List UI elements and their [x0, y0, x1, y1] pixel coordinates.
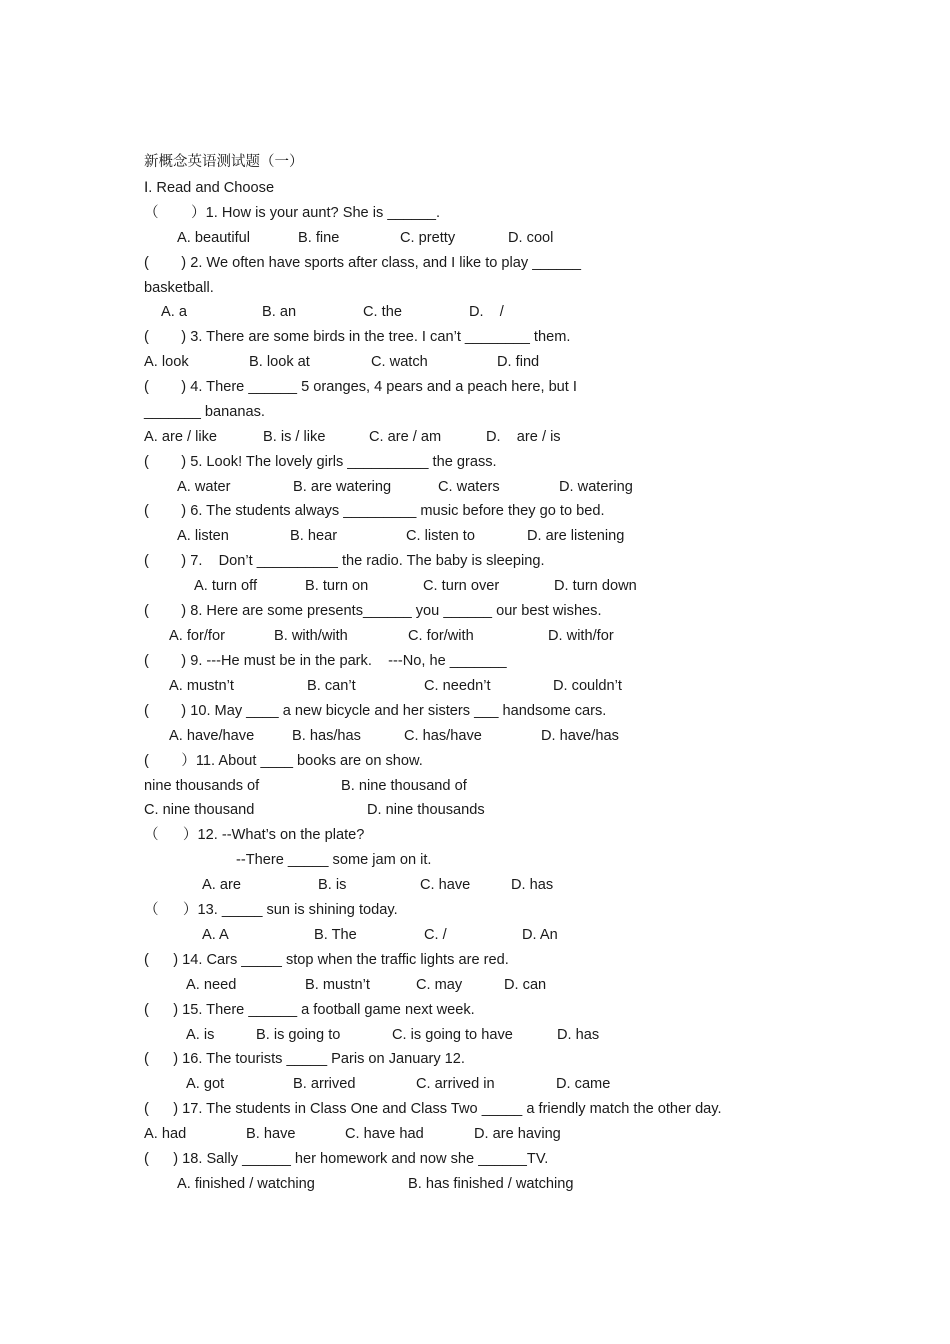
option: D. turn down — [554, 578, 637, 594]
option: D. with/for — [548, 628, 614, 644]
option: C. turn over — [423, 578, 500, 594]
question-12: （ ）12. --What’s on the plate? — [144, 827, 365, 843]
option: B. turn on — [305, 578, 369, 594]
question-8: ( ) 8. Here are some presents______ you ______ our best wishes. — [144, 603, 602, 619]
option: C. listen to — [406, 528, 475, 544]
question-2-cont: basketball. — [144, 280, 214, 296]
option: A. finished / watching — [177, 1176, 315, 1192]
question-12-cont: --There _____ some jam on it. — [236, 852, 432, 868]
option: A. for/for — [169, 628, 225, 644]
question-7: ( ) 7. Don’t __________ the radio. The baby is sleeping. — [144, 553, 545, 569]
option: A. a — [161, 304, 187, 320]
question-4: ( ) 4. There ______ 5 oranges, 4 pears and a peach here, but I — [144, 379, 577, 395]
option: C. watch — [371, 354, 428, 370]
option: B. with/with — [274, 628, 348, 644]
option: A. have/have — [169, 728, 255, 744]
option: D. couldn’t — [553, 678, 622, 694]
option: D. are / is — [486, 429, 561, 445]
option: B. arrived — [293, 1076, 356, 1092]
question-15: ( ) 15. There ______ a football game next week. — [144, 1002, 475, 1018]
option: B. look at — [249, 354, 310, 370]
option: B. has finished / watching — [408, 1176, 574, 1192]
option: D. watering — [559, 479, 633, 495]
question-13: （ ）13. _____ sun is shining today. — [144, 902, 398, 918]
option: D. are listening — [527, 528, 625, 544]
option: C. nine thousand — [144, 802, 255, 818]
section-heading: Ⅰ. Read and Choose — [144, 180, 275, 196]
option: D. cool — [508, 230, 554, 246]
option: B. nine thousand of — [341, 778, 467, 794]
question-17: ( ) 17. The students in Class One and Class Two _____ a friendly match the other day. — [144, 1101, 722, 1117]
option: B. The — [314, 927, 357, 943]
option: C. / — [424, 927, 447, 943]
option: D. can — [504, 977, 547, 993]
option: C. for/with — [408, 628, 474, 644]
option: D. An — [522, 927, 558, 943]
option: A. look — [144, 354, 189, 370]
option: D. has — [511, 877, 554, 893]
option: C. have had — [345, 1126, 424, 1142]
question-16: ( ) 16. The tourists _____ Paris on January 12. — [144, 1051, 465, 1067]
option: B. mustn’t — [305, 977, 370, 993]
option: B. can’t — [307, 678, 356, 694]
option: D. came — [556, 1076, 611, 1092]
option: D. has — [557, 1027, 600, 1043]
question-2: ( ) 2. We often have sports after class, and I like to play ______ — [144, 255, 581, 271]
question-14: ( ) 14. Cars _____ stop when the traffic lights are red. — [144, 952, 509, 968]
option: A. A — [202, 927, 229, 943]
option: B. is — [318, 877, 347, 893]
option: B. have — [246, 1126, 296, 1142]
option: A. mustn’t — [169, 678, 234, 694]
question-3: ( ) 3. There are some birds in the tree. I can’t ________ them. — [144, 329, 571, 345]
option: D. are having — [474, 1126, 561, 1142]
option: B. has/has — [292, 728, 361, 744]
option: D. have/has — [541, 728, 619, 744]
option: A. beautiful — [177, 230, 251, 246]
option: C. waters — [438, 479, 500, 495]
option: C. is going to have — [392, 1027, 513, 1043]
option: D. / — [469, 304, 504, 320]
option: A. turn off — [194, 578, 258, 594]
option: D. find — [497, 354, 540, 370]
option: B. an — [262, 304, 297, 320]
question-1: （ ）1. How is your aunt? She is ______. — [144, 205, 441, 221]
option: C. needn’t — [424, 678, 491, 694]
question-11: ( ）11. About ____ books are on show. — [144, 753, 423, 769]
option: A. got — [186, 1076, 225, 1092]
option: C. have — [420, 877, 471, 893]
option: C. has/have — [404, 728, 482, 744]
option: B. is going to — [256, 1027, 341, 1043]
page-title: 新概念英语测试题（一） — [144, 154, 304, 170]
option: C. pretty — [400, 230, 456, 246]
option: A. are — [202, 877, 241, 893]
option: A. water — [177, 479, 231, 495]
option: A. are / like — [144, 429, 217, 445]
option: nine thousands of — [144, 778, 260, 794]
option: B. hear — [290, 528, 338, 544]
option: A. had — [144, 1126, 187, 1142]
question-9: ( ) 9. ---He must be in the park. ---No, he _______ — [144, 653, 507, 669]
option: D. nine thousands — [367, 802, 485, 818]
option: B. are watering — [293, 479, 392, 495]
option: A. is — [186, 1027, 215, 1043]
question-5: ( ) 5. Look! The lovely girls __________ the grass. — [144, 454, 497, 470]
option: C. are / am — [369, 429, 442, 445]
option: C. the — [363, 304, 402, 320]
option: B. fine — [298, 230, 340, 246]
option: B. is / like — [263, 429, 326, 445]
option: A. need — [186, 977, 237, 993]
option: C. arrived in — [416, 1076, 495, 1092]
question-4-cont: _______ bananas. — [144, 404, 265, 420]
option: C. may — [416, 977, 463, 993]
option: A. listen — [177, 528, 229, 544]
question-18: ( ) 18. Sally ______ her homework and now she ______TV. — [144, 1151, 549, 1167]
question-6: ( ) 6. The students always _________ music before they go to bed. — [144, 503, 605, 519]
question-10: ( ) 10. May ____ a new bicycle and her sisters ___ handsome cars. — [144, 703, 607, 719]
